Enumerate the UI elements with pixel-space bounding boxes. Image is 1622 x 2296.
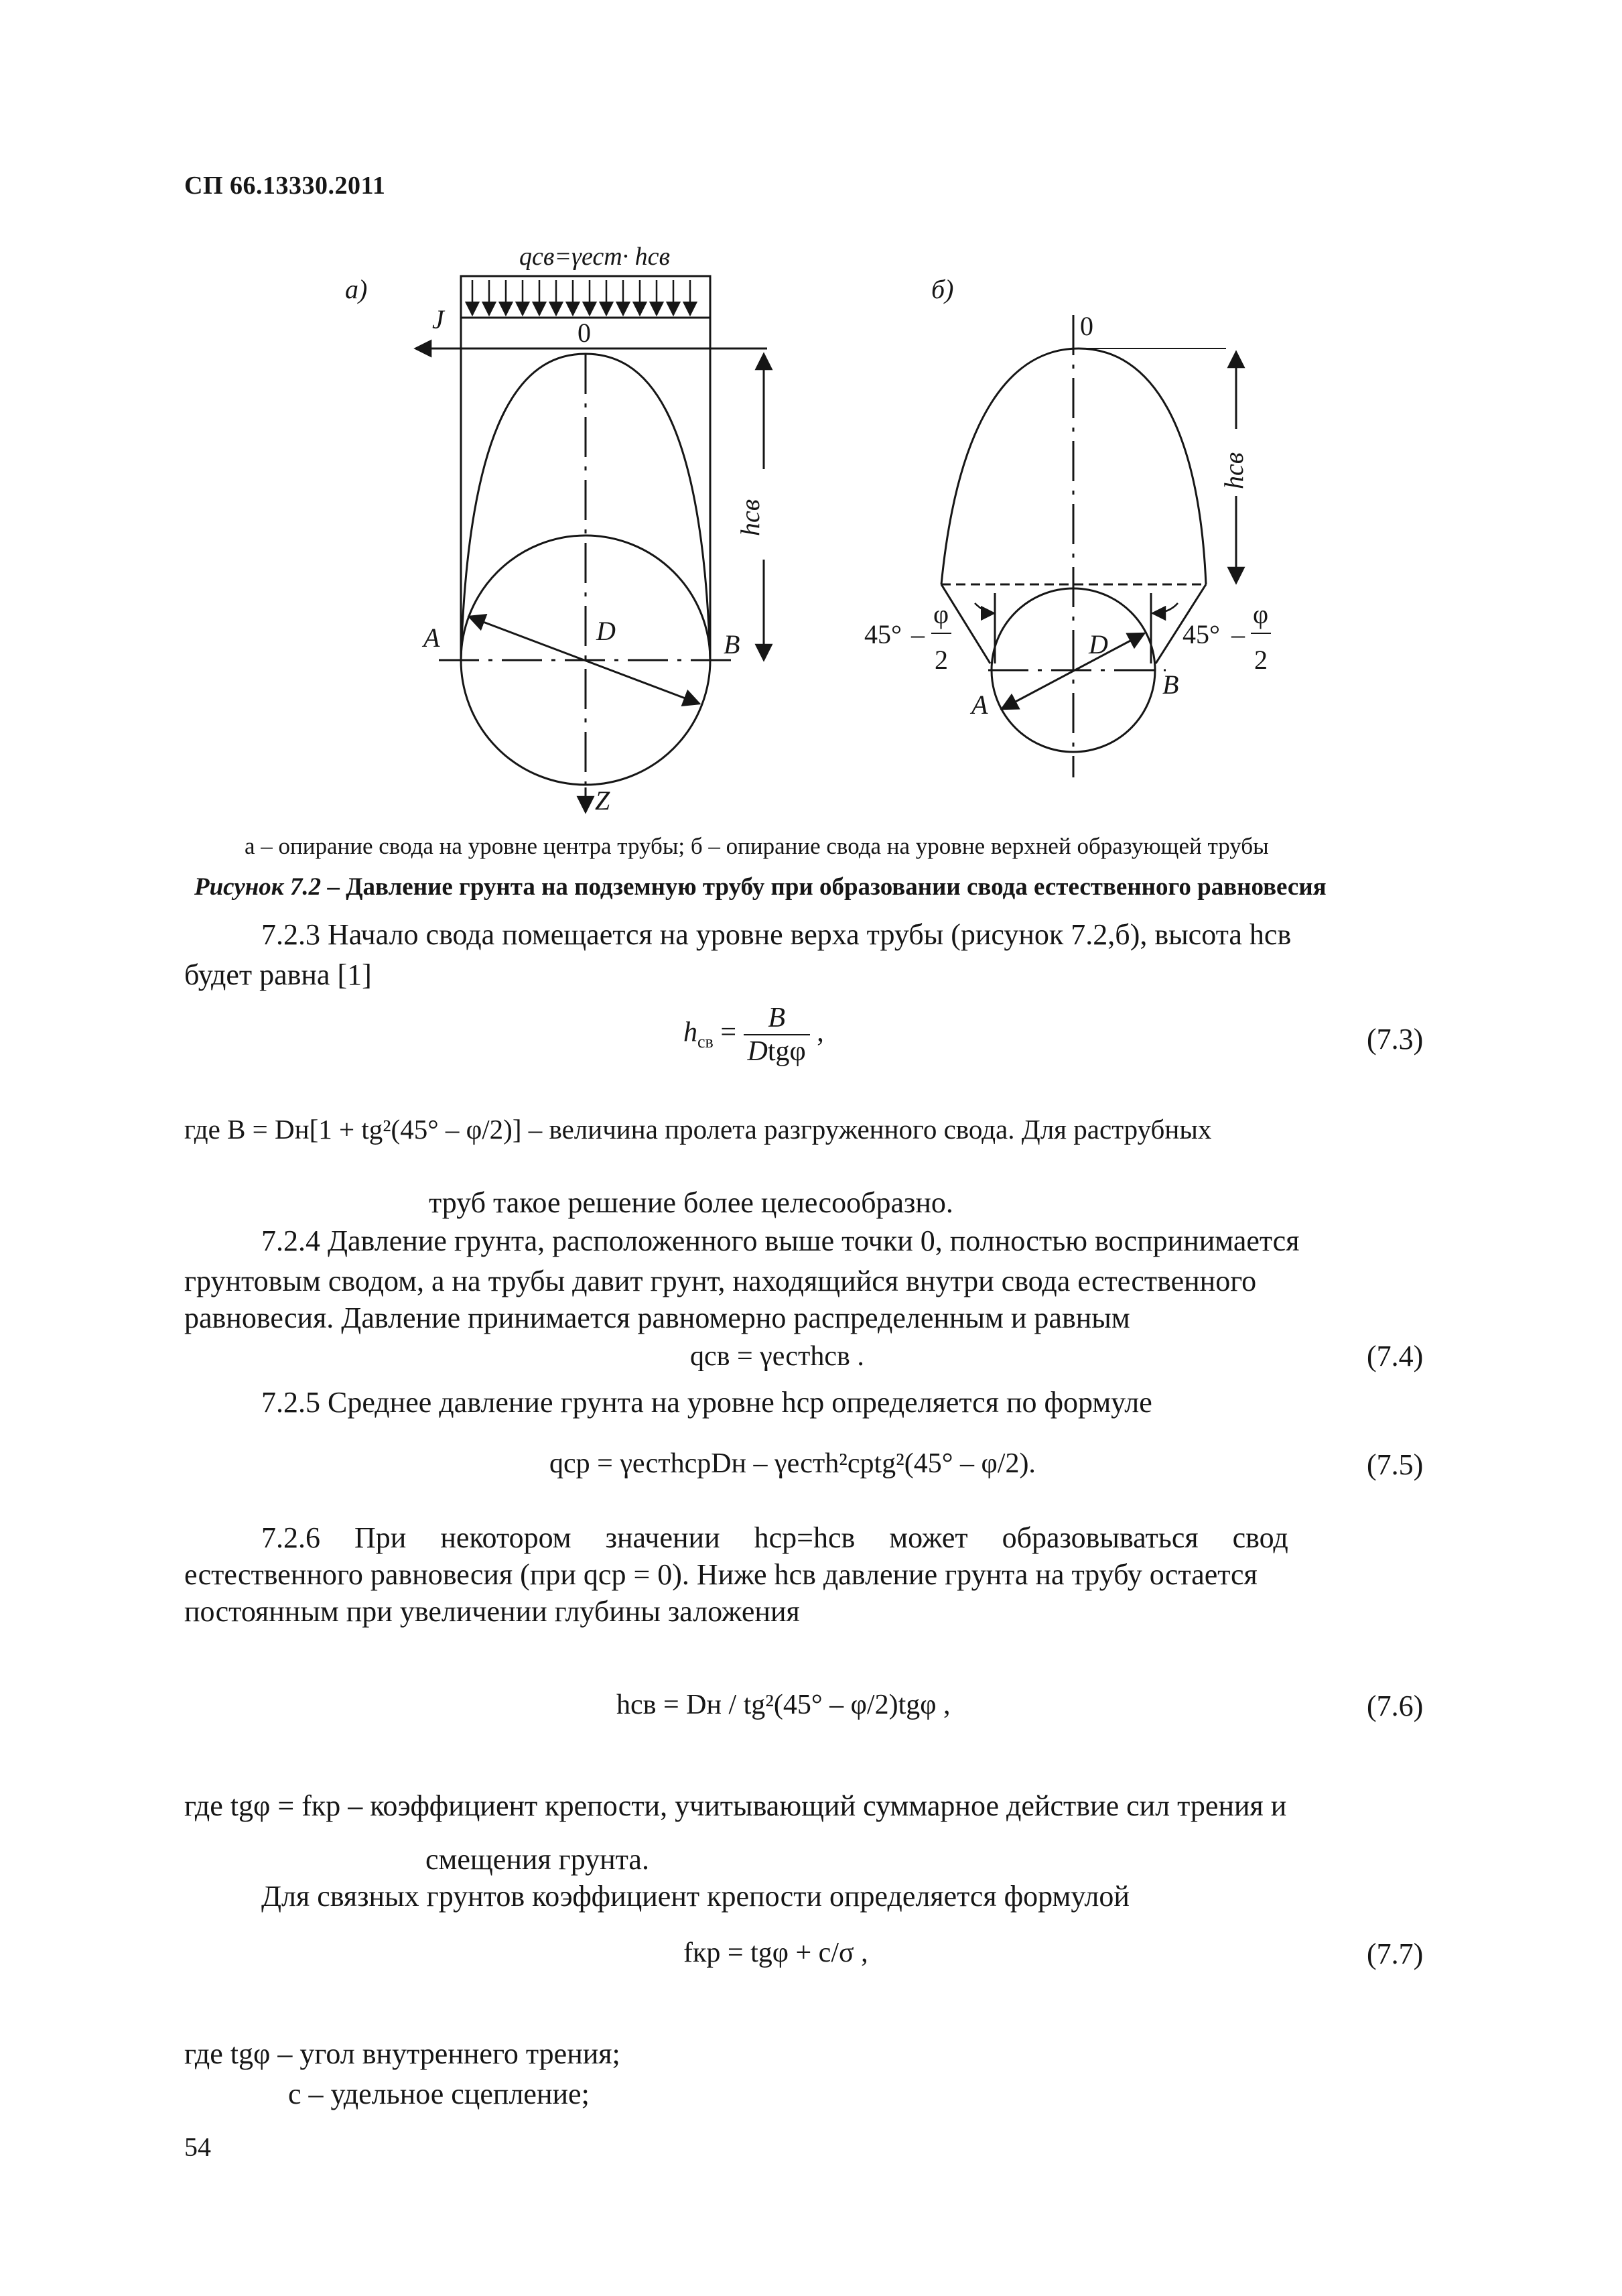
- label-D-b: D: [1089, 629, 1108, 659]
- document-code: СП 66.13330.2011: [184, 172, 386, 200]
- label-hsv-b: hсв: [1219, 452, 1249, 489]
- figure-subcaption: а – опирание свода на уровне центра трубы; б – опирание свода на уровне верхней образующей трубы: [245, 833, 1269, 859]
- para-7-2-4-line3: равновесия. Давление принимается равномерно распределенным и равным: [184, 1301, 1130, 1334]
- angle-left-phi: φ: [933, 599, 949, 629]
- label-Z: Z: [595, 785, 610, 816]
- figure-title-rest: – Давление грунта на подземную трубу при образовании свода естественного равновесия: [321, 873, 1327, 901]
- where-B-line2: труб такое решение более целесообразно.: [429, 1186, 953, 1219]
- label-B-b: B: [1162, 669, 1179, 700]
- angle-left-two: 2: [935, 645, 948, 675]
- para-7-2-6-line3: постоянным при увеличении глубины заложения: [184, 1595, 800, 1628]
- label-zero-b: 0: [1080, 311, 1093, 341]
- para-7-2-3-line2: будет равна [1]: [184, 958, 372, 991]
- angle-right-phi: φ: [1253, 599, 1269, 629]
- figure-title-prefix: Рисунок 7.2: [194, 873, 322, 901]
- para-cohesive: Для связных грунтов коэффициент крепости определяется формулой: [261, 1880, 1130, 1913]
- equation-7-6: hсв = Dн / tg²(45° – φ/2)tgφ ,: [616, 1689, 951, 1720]
- label-j: J: [432, 304, 444, 334]
- para-7-2-6-line1: 7.2.6 При некотором значении hср=hсв может образовываться свод: [261, 1521, 1288, 1554]
- equation-7-4-number: (7.4): [1367, 1340, 1424, 1373]
- figure-7-2: [0, 0, 1622, 871]
- para-7-2-6-line2: естественного равновесия (при qср = 0). Ниже hсв давление грунта на трубу остается: [184, 1558, 1258, 1591]
- label-A-a: A: [423, 623, 440, 653]
- equation-7-7-number: (7.7): [1367, 1937, 1424, 1970]
- label-B-a: B: [724, 629, 740, 659]
- equation-7-6-number: (7.6): [1367, 1689, 1424, 1722]
- page-number: 54: [184, 2132, 211, 2162]
- label-D-a: D: [596, 616, 616, 646]
- where-tg-line2: смещения грунта.: [425, 1843, 649, 1876]
- where-c: c – удельное сцепление;: [288, 2078, 590, 2110]
- equation-7-5-number: (7.5): [1367, 1448, 1424, 1481]
- diagram-a: [415, 276, 767, 812]
- equation-7-5: qср = γестhсрDн – γестh²срtg²(45° – φ/2).: [549, 1448, 1036, 1479]
- angle-right-minus: –: [1231, 619, 1245, 649]
- equation-7-4: qсв = γестhсв .: [690, 1341, 864, 1372]
- equation-7-7: fкр = tgφ + c/σ ,: [683, 1937, 868, 1968]
- load-label: qсв=γест· hсв: [519, 243, 671, 271]
- label-a: а): [345, 274, 368, 304]
- label-hsv-a: hсв: [735, 499, 765, 536]
- angle-left-minus: –: [911, 619, 925, 649]
- angle-right: 45°: [1182, 619, 1220, 649]
- para-7-2-4-line1: 7.2.4 Давление грунта, расположенного выше точки 0, полностью воспринимается: [261, 1224, 1300, 1257]
- where-tg-line1: где tgφ = fкр – коэффициент крепости, учитывающий суммарное действие сил трения и: [184, 1789, 1287, 1822]
- where-B-line: где B = Dн[1 + tg²(45° – φ/2)] – величина пролета разгруженного свода. Для раструбных: [184, 1114, 1212, 1145]
- equation-7-3: $h_{св}$ = $\frac{B}{\text{Dtgφ}}$ ,: [683, 1003, 824, 1067]
- para-7-2-5: 7.2.5 Среднее давление грунта на уровне hср определяется по формуле: [261, 1386, 1152, 1419]
- equation-7-3-number: (7.3): [1367, 1023, 1424, 1056]
- angle-right-two: 2: [1254, 645, 1268, 675]
- label-A-b: A: [971, 690, 988, 720]
- label-zero-a: 0: [578, 318, 591, 348]
- where-phi: где tgφ – угол внутреннего трения;: [184, 2037, 620, 2070]
- para-7-2-3-line1: 7.2.3 Начало свода помещается на уровне верха трубы (рисунок 7.2,б), высота hсв: [261, 918, 1292, 951]
- para-7-2-4-line2: грунтовым сводом, а на трубы давит грунт, находящийся внутри свода естественного: [184, 1265, 1257, 1297]
- angle-left: 45°: [864, 619, 902, 649]
- figure-title: [194, 873, 1327, 901]
- label-b: б): [931, 274, 954, 304]
- load-arrows: [472, 280, 690, 315]
